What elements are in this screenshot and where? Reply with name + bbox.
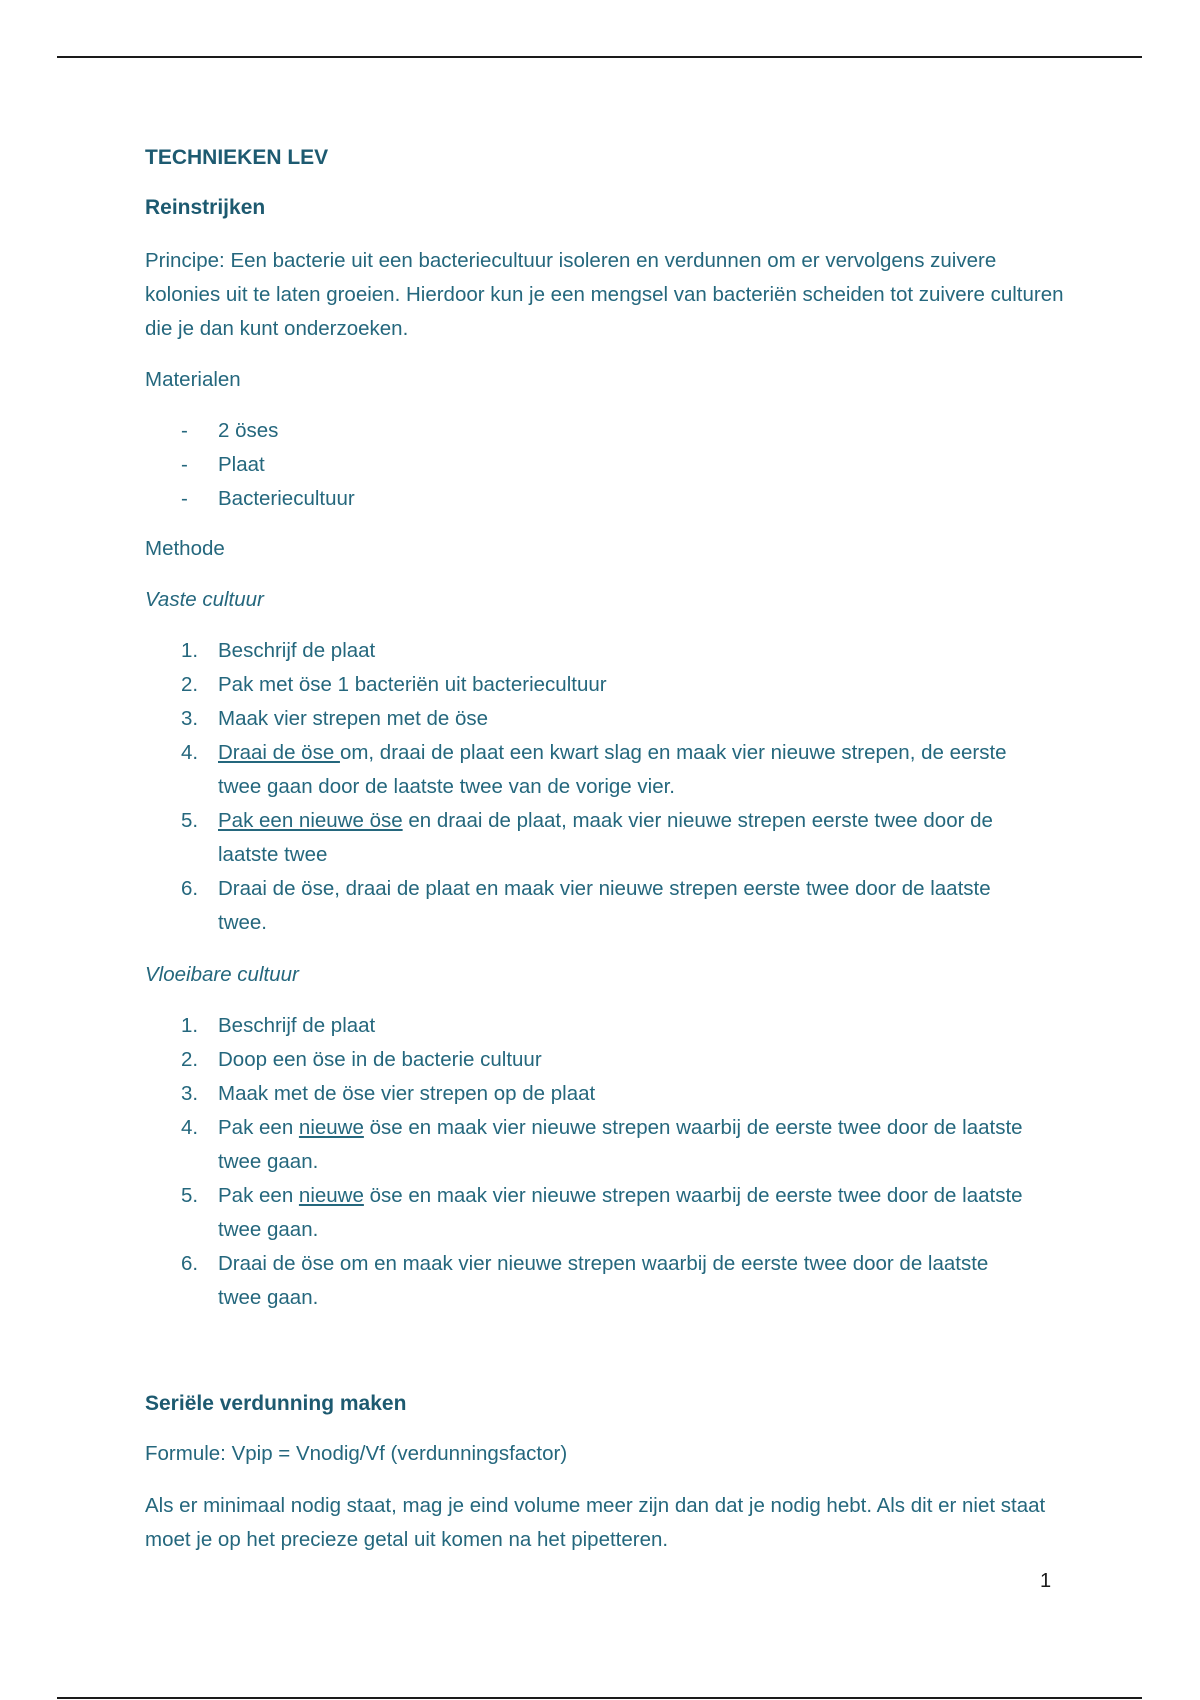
list-item: 2. Pak met öse 1 bacteriën uit bacteriecultuur bbox=[181, 673, 607, 696]
principle-paragraph: Principe: Een bacterie uit een bacteriecultuur isoleren en verdunnen om er vervolgens zuivere kolonies uit te laten groeien. Hierdoor kun je een mengsel van bacteriën scheiden tot zuivere culturen die je dan kunt onderzoeken. bbox=[145, 249, 1064, 340]
list-item: 1. Beschrijf de plaat bbox=[181, 1014, 376, 1037]
list-item: 2. Doop een öse in de bacterie cultuur bbox=[181, 1048, 542, 1071]
list-item: 3. Maak vier strepen met de öse bbox=[181, 707, 489, 730]
solid-culture-label: Vaste cultuur bbox=[145, 588, 264, 611]
list-item: 1. Beschrijf de plaat bbox=[181, 639, 376, 662]
bottom-rule bbox=[57, 1697, 1142, 1699]
section-heading-reinstrijken: Reinstrijken bbox=[145, 196, 266, 219]
solid-culture-steps bbox=[145, 634, 1025, 940]
note-paragraph: Als er minimaal nodig staat, mag je eind volume meer zijn dan dat je nodig hebt. Als dit er niet staat moet je op het precieze getal uit komen na het pipetteren. bbox=[145, 1494, 1046, 1551]
list-item: 5. Pak een nieuwe öse en draai de plaat, maak vier nieuwe strepen eerste twee door de laatste twee bbox=[181, 809, 993, 866]
list-item: - 2 öses bbox=[181, 419, 279, 442]
method-label: Methode bbox=[145, 537, 225, 560]
liquid-culture-label: Vloeibare cultuur bbox=[145, 963, 299, 986]
list-item: 5. Pak een nieuwe öse en maak vier nieuwe strepen waarbij de eerste twee door de laatste twee gaan. bbox=[181, 1184, 1023, 1241]
materials-label: Materialen bbox=[145, 368, 241, 391]
list-item: 6. Draai de öse, draai de plaat en maak vier nieuwe strepen eerste twee door de laatste twee. bbox=[181, 877, 991, 934]
materials-list bbox=[145, 414, 1025, 516]
list-item: 4. Pak een nieuwe öse en maak vier nieuwe strepen waarbij de eerste twee door de laatste twee gaan. bbox=[181, 1116, 1023, 1173]
list-item: 3. Maak met de öse vier strepen op de plaat bbox=[181, 1082, 596, 1105]
list-item: - Plaat bbox=[181, 453, 265, 476]
document-title: TECHNIEKEN LEV bbox=[145, 146, 329, 169]
list-item: 4. Draai de öse om, draai de plaat een kwart slag en maak vier nieuwe strepen, de eerste twee gaan door de laatste twee van de vorige vier. bbox=[181, 741, 1007, 798]
list-item: 6. Draai de öse om en maak vier nieuwe strepen waarbij de eerste twee door de laatste twee gaan. bbox=[181, 1252, 989, 1309]
list-item: - Bacteriecultuur bbox=[181, 487, 355, 510]
liquid-culture-steps bbox=[145, 1009, 1025, 1315]
formula-paragraph: Formule: Vpip = Vnodig/Vf (verdunningsfactor) bbox=[145, 1442, 568, 1465]
page-number: 1 bbox=[1040, 1570, 1052, 1592]
top-rule bbox=[57, 56, 1142, 58]
section-heading-seriele-verdunning: Seriële verdunning maken bbox=[145, 1392, 407, 1415]
